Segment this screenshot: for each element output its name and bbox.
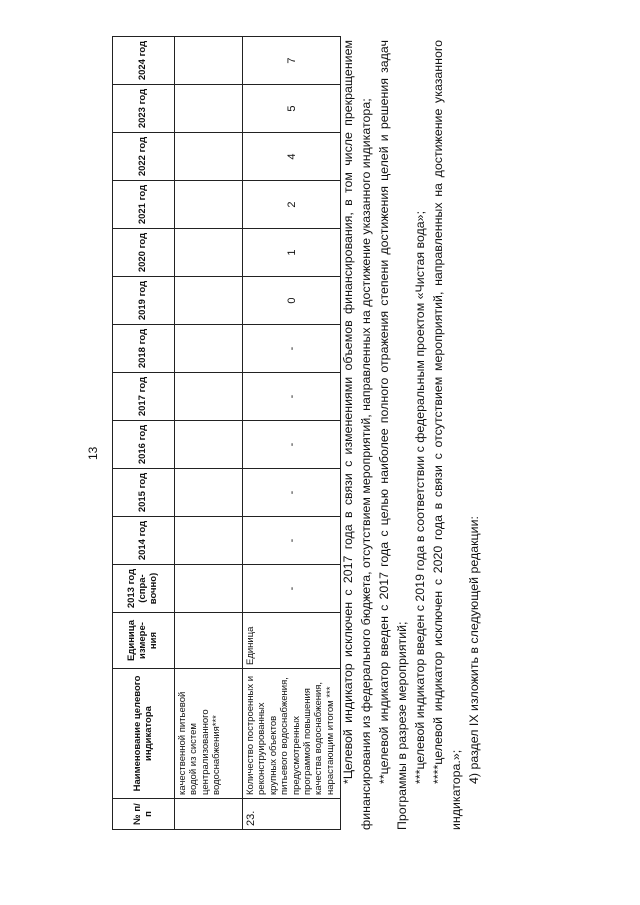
row-number — [175, 799, 243, 830]
year-value — [175, 517, 243, 565]
year-value: 4 — [243, 133, 341, 181]
year-value: - — [243, 469, 341, 517]
header-year: 2023 год — [113, 85, 175, 133]
footnote-1: *Целевой индикатор исключен с 2017 года в связи с изменениями объемов финансирования, в том числе прекращением финансирования из федерального бюджета, отсутствием мероприятий, направленных на достижение указанного индикатора; — [341, 40, 373, 830]
header-year: 2016 год — [113, 421, 175, 469]
section-instruction: 4) раздел IX изложить в следующей редакции: — [466, 516, 481, 784]
year-value — [175, 373, 243, 421]
year-value — [175, 325, 243, 373]
year-value — [175, 277, 243, 325]
year-value: - — [243, 565, 341, 613]
indicator-name: Количество построенных и реконструированных крупных объектов питьевого водоснабжения, предусмотренных программой повышения качества водоснабжения, нарастающим итогом *** — [243, 669, 341, 799]
indicator-name: качественной питьевой водой из систем централизованного водоснабжения*** — [175, 669, 243, 799]
table-row — [175, 37, 243, 830]
year-value: - — [243, 421, 341, 469]
header-year: 2021 год — [113, 181, 175, 229]
header-name: Наименование целевого индикатора — [113, 669, 175, 799]
year-value: 0 — [243, 277, 341, 325]
table-header-row — [113, 37, 175, 830]
indicator-table — [112, 36, 341, 830]
header-year: 2018 год — [113, 325, 175, 373]
year-value: 1 — [243, 229, 341, 277]
header-year: 2017 год — [113, 373, 175, 421]
header-year: 2013 год (спра-вочно) — [113, 565, 175, 613]
footnote-3: ***целевой индикатор введен с 2019 года в соответствии с федеральным проектом «Чистая вода»; — [412, 210, 427, 784]
year-value: - — [243, 325, 341, 373]
footnote-4: ****целевой индикатор исключен с 2020 года в связи с отсутствием мероприятий, направленных на достижение указанного индикатора.»; — [430, 40, 463, 830]
header-year: 2024 год — [113, 37, 175, 85]
year-value — [175, 565, 243, 613]
year-value: 5 — [243, 85, 341, 133]
header-year: 2015 год — [113, 469, 175, 517]
year-value — [175, 133, 243, 181]
header-year: 2020 год — [113, 229, 175, 277]
year-value — [175, 421, 243, 469]
header-no: № п/п — [113, 799, 175, 830]
year-value: - — [243, 517, 341, 565]
indicator-unit: Единица — [243, 613, 341, 669]
header-year: 2019 год — [113, 277, 175, 325]
footnotes — [340, 40, 484, 830]
indicator-unit — [175, 613, 243, 669]
table-row — [243, 37, 341, 830]
header-year: 2022 год — [113, 133, 175, 181]
year-value — [175, 85, 243, 133]
year-value: 7 — [243, 37, 341, 85]
year-value: 2 — [243, 181, 341, 229]
page-number: 13 — [86, 446, 100, 460]
footnote-2: **целевой индикатор введен с 2017 года с целью наиболее полного отражения степени достижения целей и решения задач Программы в разрезе мероприятий; — [376, 40, 409, 830]
header-unit: Единица измере-ния — [113, 613, 175, 669]
year-value: - — [243, 373, 341, 421]
year-value — [175, 469, 243, 517]
year-value — [175, 37, 243, 85]
year-value — [175, 181, 243, 229]
header-year: 2014 год — [113, 517, 175, 565]
year-value — [175, 229, 243, 277]
row-number: 23. — [243, 799, 341, 830]
